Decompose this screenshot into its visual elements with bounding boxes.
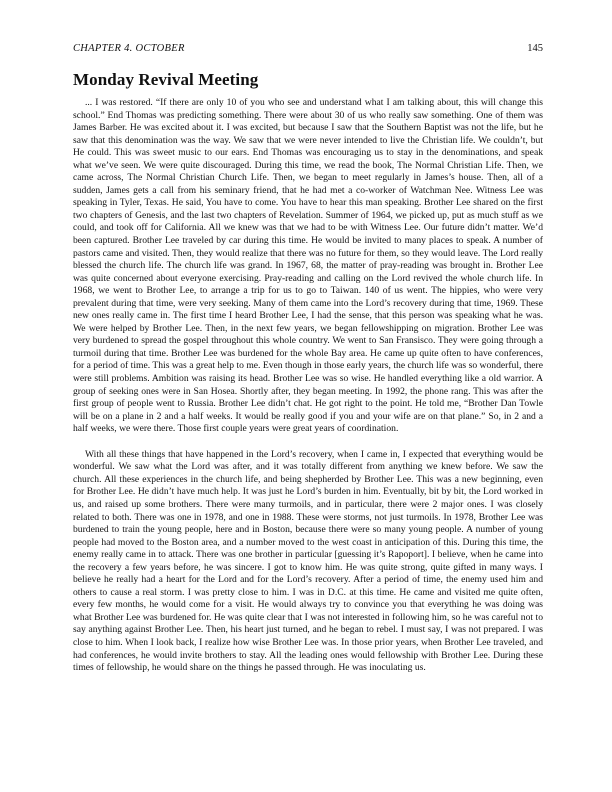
paragraph-2: With all these things that have happened in the Lord’s recovery, when I came in, I expected that everything would be wonderful. We saw what the Lord was after, and it was totally different from anything we knew before. We saw the church. All these experiences in the church life, and being shepherded by Brother Lee. This was a new beginning, even for Brother Lee. He didn’t have much help. It was just he Lord’s burden in him. Eventually, bit by bit, the Lord worked in us, and raised up some brothers. There were many turmoils, and in particular, there were 2 major ones. I was closely related to both. There was one in 1978, and one in 1988. These were storms, not just turmoils. In 1978, Brother Lee was burdened to train the young people, here and in Boston, because there were so many young people. A number of young people had moved to the Boston area, and a number moved to the west coast in anticipation of this. During this time, the enemy really came in to attack. There was one brother in particular [guessing it’s Rapoport]. I believe, when he came into the recovery a few years before, he was sincere. I got to know him. He was quite strong, quite gifted in many ways. I believe he really had a heart for the Lord and for the Lord’s recovery. After a period of time, the enemy used him and others to cause a real storm. I was pretty close to him. I was in D.C. at this time. He came and visited me quite often, every few months, he would come for a visit. He would always try to convince you that everything he was doing was what Brother Lee was burdened for. He was quite clear that I was not interested in following him, so he was careful not to say anything against Brother Lee. Then, his heart just turned, and he began to rebel. I must say, I was not prepared. I was close to him. When I look back, I realize how wise Brother Lee was. In those prior years, when Brother Lee traveled, and had conferences, he would invite brothers to stay. All the leading ones would fellowship with Brother Lee. During these times of fellowship, he would share on the things he passed through. He was inoculating us. xyxy=(73,448,543,674)
running-header xyxy=(73,43,543,57)
page-number: 145 xyxy=(527,43,543,54)
paragraph-1: ... I was restored. “If there are only 10 of you who see and understand what I am talking about, this will change this school.” End Thomas was predicting something. There were about 30 of us who really saw something. One of them was James Barber. He was excited about it. I was excited, but because I saw that the Southern Baptist was not the life, but he saw that this denomination was the way. We saw that we were never intended to live the Christian life. We couldn’t, but He could. This was sweet music to our ears. End Thomas was encouraging us to stay in the denominations, and speak what we’ve seen. We were quite discouraged. During this time, we read the book, The Normal Christian Life. Then, we came across, The Normal Christian Church Life. Then, we began to meet regularly in James’s house. Then, all of a sudden, James gets a call from his seminary friend, that he had met a co-worker of Watchman Nee. Witness Lee was speaking in Tyler, Texas. He said, You have to come. You have to hear this man speaking. Brother Lee shared on the first two chapters of Genesis, and the last two chapters of Revelation. Summer of 1964, we picked up, put as much stuff as we could, and took off for California. All we knew was that we had to be with Witness Lee. Our future didn’t matter. We’d been captured. Brother Lee traveled by car during this time. He would be invited to many places to speak. A number of pastors came and visited. Then, they would realize that there was no future for them, so they would leave. The Lord really blessed the church life. The church life was grand. In 1967, 68, the matter of pray-reading was brought in. Brother Lee was quite concerned about everyone exercising. Pray-reading and calling on the Lord revived the whole church life. In 1968, we went to Brother Lee, to arrange a trip for us to go to Taiwan. 140 of us went. The hippies, who were very prevalent during that time, were very seeking. Many of them came into the Lord’s recovery during that time, 1969. These new ones really came in. The first time I heard Brother Lee, I had the sense, that this person was speaking what he was. We were helped by Brother Lee. Then, in the next few years, we began fellowshipping on migration. Brother Lee was very burdened to spread the gospel throughout this whole country. We went to San Fransisco. They were going through a turmoil during that time. Brother Lee was burdened for the whole Bay area. He came up quite often to have conferences, for a period of time. This was a great help to me. Even though in those early years, the church life was so wonderful, there were still problems. Ambition was raising its head. Brother Lee was so wise. He handled everything like a old warrior. A group of seeking ones were in San Hosea. Shortly after, they began meeting. In 1992, the phone rang. This was after the first group of people went to Russia. Brother Lee didn’t chat. He got right to the point. He told me, “Brother Dan Towle will be on a plane in 2 and a half weeks. It would be really good if you and your wife are on that plane.” So, in 2 and a half weeks, we were there. Those first couple years were great years of coordination. xyxy=(73,97,543,435)
chapter-heading: CHAPTER 4. OCTOBER xyxy=(73,43,185,54)
section-title: Monday Revival Meeting xyxy=(73,70,259,89)
body-text xyxy=(73,97,543,675)
